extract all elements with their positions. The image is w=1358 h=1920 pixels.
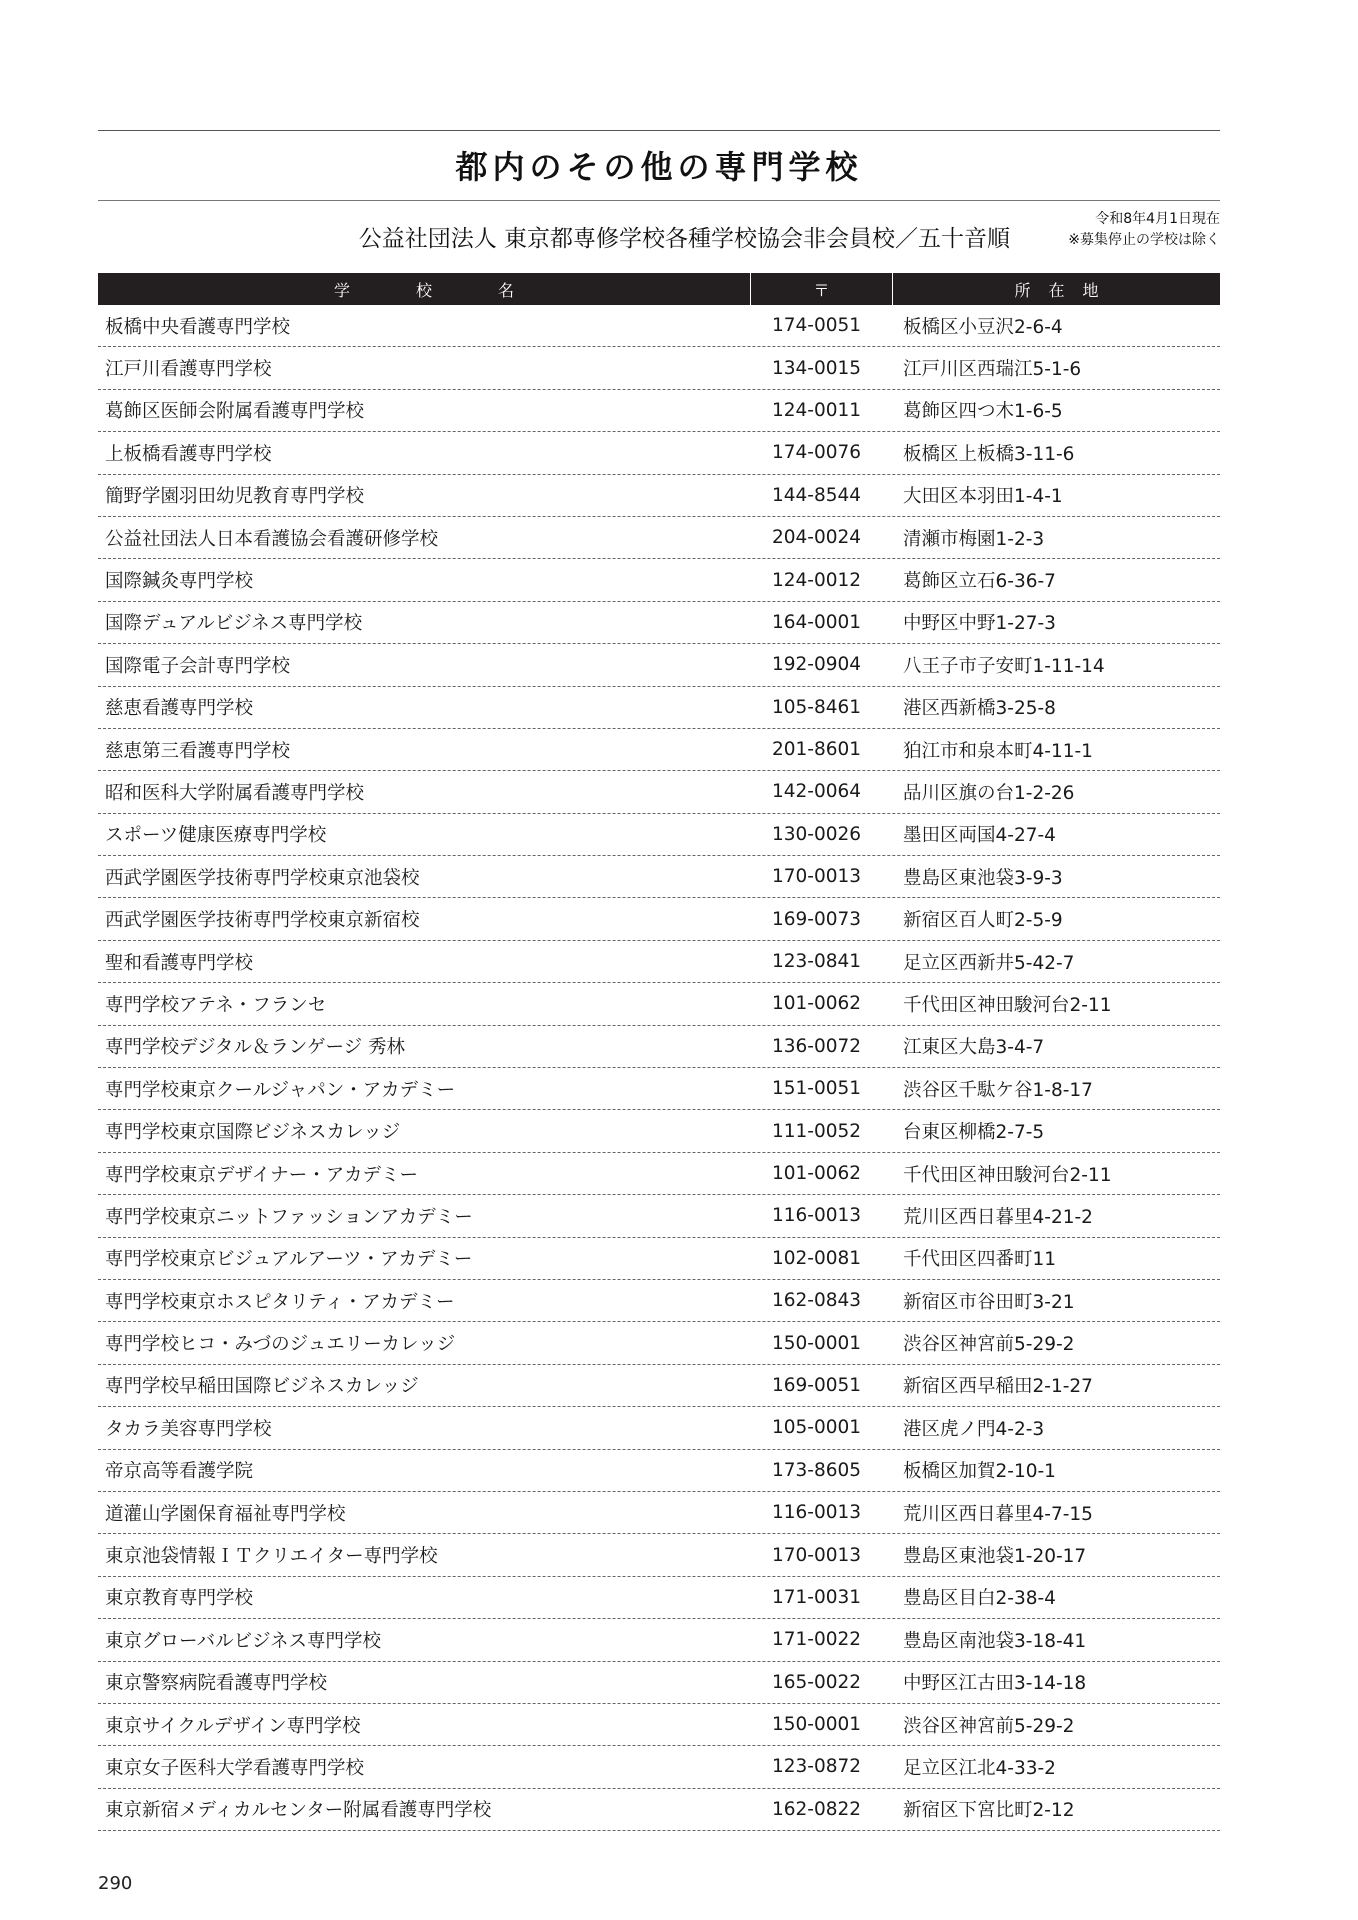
address-cell: 葛飾区立石6-36-7 <box>903 571 1056 593</box>
table-row <box>98 1534 1220 1576</box>
table-row <box>98 1280 1220 1322</box>
postal-code-cell: 142-0064 <box>772 781 862 803</box>
postal-code-cell: 173-8605 <box>772 1459 862 1481</box>
school-table <box>98 273 1220 1831</box>
address-cell: 港区西新橋3-25-8 <box>903 698 1056 720</box>
as-of-note <box>1068 209 1220 251</box>
postal-code-cell: 150-0001 <box>772 1714 862 1736</box>
column-header-address: 所在地 <box>1014 280 1117 300</box>
school-name-cell: 簡野学園羽田幼児教育専門学校 <box>105 486 365 508</box>
address-cell: 渋谷区神宮前5-29-2 <box>903 1334 1075 1356</box>
table-row <box>98 814 1220 856</box>
address-cell: 豊島区南池袋3-18-41 <box>903 1630 1087 1652</box>
school-name-cell: 専門学校東京デザイナー・アカデミー <box>105 1164 419 1186</box>
school-name-cell: 専門学校ヒコ・みづのジュエリーカレッジ <box>105 1334 456 1356</box>
table-row <box>98 1365 1220 1407</box>
school-name-cell: 葛飾区医師会附属看護専門学校 <box>105 401 365 423</box>
school-name-cell: 東京警察病院看護専門学校 <box>105 1673 328 1695</box>
postal-code-cell: 124-0011 <box>772 399 862 421</box>
school-name-cell: 東京女子医科大学看護専門学校 <box>105 1757 365 1779</box>
as-of-date: 令和8年4月1日現在 <box>1095 211 1220 227</box>
school-name-cell: タカラ美容専門学校 <box>105 1418 272 1440</box>
table-row <box>98 898 1220 940</box>
address-cell: 豊島区東池袋3-9-3 <box>903 867 1063 889</box>
postal-code-cell: 123-0841 <box>772 951 862 973</box>
address-cell: 狛江市和泉本町4-11-1 <box>903 740 1093 762</box>
address-cell: 千代田区神田駿河台2-11 <box>903 994 1112 1016</box>
address-cell: 中野区中野1-27-3 <box>903 613 1056 635</box>
postal-code-cell: 164-0001 <box>772 611 862 633</box>
table-row <box>98 1068 1220 1110</box>
postal-code-cell: 192-0904 <box>772 654 862 676</box>
postal-code-cell: 174-0076 <box>772 442 862 464</box>
postal-code-cell: 136-0072 <box>772 1035 862 1057</box>
postal-code-cell: 105-0001 <box>772 1417 862 1439</box>
school-name-cell: 専門学校東京ビジュアルアーツ・アカデミー <box>105 1249 473 1271</box>
address-cell: 中野区江古田3-14-18 <box>903 1673 1087 1695</box>
postal-code-cell: 170-0013 <box>772 1544 862 1566</box>
address-cell: 渋谷区千駄ケ谷1-8-17 <box>903 1079 1093 1101</box>
postal-code-cell: 134-0015 <box>772 357 862 379</box>
address-cell: 台東区柳橋2-7-5 <box>903 1122 1045 1144</box>
school-name-cell: 東京教育専門学校 <box>105 1588 254 1610</box>
school-name-cell: 東京グローバルビジネス専門学校 <box>105 1630 382 1652</box>
address-cell: 板橋区小豆沢2-6-4 <box>903 316 1063 338</box>
address-cell: 足立区西新井5-42-7 <box>903 952 1075 974</box>
title-rule <box>98 200 1220 201</box>
school-name-cell: 国際電子会計専門学校 <box>105 655 291 677</box>
address-cell: 千代田区四番町11 <box>903 1249 1057 1271</box>
school-name-cell: 帝京高等看護学院 <box>105 1461 254 1483</box>
address-cell: 豊島区目白2-38-4 <box>903 1588 1056 1610</box>
school-name-cell: 専門学校東京ニットファッションアカデミー <box>105 1206 473 1228</box>
address-cell: 港区虎ノ門4-2-3 <box>903 1418 1045 1440</box>
school-name-cell: 板橋中央看護専門学校 <box>105 316 291 338</box>
table-header <box>98 273 1220 305</box>
table-row <box>98 390 1220 432</box>
address-cell: 品川区旗の台1-2-26 <box>903 782 1075 804</box>
table-row <box>98 1238 1220 1280</box>
table-row <box>98 856 1220 898</box>
postal-code-cell: 151-0051 <box>772 1078 862 1100</box>
school-name-cell: 公益社団法人日本看護協会看護研修学校 <box>105 528 439 550</box>
address-cell: 荒川区西日暮里4-21-2 <box>903 1206 1093 1228</box>
address-cell: 新宿区百人町2-5-9 <box>903 910 1063 932</box>
page-subtitle: 公益社団法人 東京都専修学校各種学校協会非会員校／五十音順 <box>358 226 1010 252</box>
school-name-cell: 昭和医科大学附属看護専門学校 <box>105 782 365 804</box>
postal-code-cell: 174-0051 <box>772 315 862 337</box>
address-cell: 足立区江北4-33-2 <box>903 1757 1056 1779</box>
address-cell: 板橋区上板橋3-11-6 <box>903 443 1075 465</box>
top-rule <box>98 130 1220 131</box>
table-row <box>98 687 1220 729</box>
postal-code-cell: 102-0081 <box>772 1247 862 1269</box>
postal-code-cell: 150-0001 <box>772 1332 862 1354</box>
school-name-cell: 慈恵看護専門学校 <box>105 698 254 720</box>
postal-code-cell: 116-0013 <box>772 1205 862 1227</box>
postal-code-cell: 101-0062 <box>772 993 862 1015</box>
address-cell: 葛飾区四つ木1-6-5 <box>903 401 1063 423</box>
table-row <box>98 729 1220 771</box>
table-row <box>98 559 1220 601</box>
address-cell: 千代田区神田駿河台2-11 <box>903 1164 1112 1186</box>
school-name-cell: 上板橋看護専門学校 <box>105 443 272 465</box>
table-row <box>98 1026 1220 1068</box>
postal-code-cell: 204-0024 <box>772 527 862 549</box>
column-header-zip: 〒 <box>750 273 893 305</box>
address-cell: 八王子市子安町1-11-14 <box>903 655 1105 677</box>
postal-code-cell: 171-0031 <box>772 1586 862 1608</box>
table-row <box>98 1450 1220 1492</box>
school-name-cell: 国際デュアルビジネス専門学校 <box>105 613 363 635</box>
table-row <box>98 517 1220 559</box>
postal-code-cell: 169-0073 <box>772 908 862 930</box>
school-name-cell: 専門学校早稲田国際ビジネスカレッジ <box>105 1376 419 1398</box>
table-row <box>98 771 1220 813</box>
address-cell: 大田区本羽田1-4-1 <box>903 486 1063 508</box>
postal-code-cell: 111-0052 <box>772 1120 862 1142</box>
school-name-cell: 東京池袋情報ＩＴクリエイター専門学校 <box>105 1546 438 1568</box>
school-name-cell: 専門学校東京クールジャパン・アカデミー <box>105 1079 456 1101</box>
school-name-cell: 西武学園医学技術専門学校東京新宿校 <box>105 910 420 932</box>
address-cell: 新宿区西早稲田2-1-27 <box>903 1376 1093 1398</box>
table-row <box>98 1195 1220 1237</box>
table-row <box>98 1153 1220 1195</box>
postal-code-cell: 101-0062 <box>772 1163 862 1184</box>
postal-code-cell: 201-8601 <box>772 739 862 761</box>
table-row <box>98 1492 1220 1534</box>
address-cell: 清瀬市梅園1-2-3 <box>903 528 1045 550</box>
table-row <box>98 1407 1220 1449</box>
postal-code-cell: 162-0822 <box>772 1798 862 1820</box>
school-name-cell: 専門学校デジタル＆ランゲージ 秀林 <box>105 1037 406 1059</box>
address-cell: 新宿区下宮比町2-12 <box>903 1800 1075 1822</box>
school-name-cell: 慈恵第三看護専門学校 <box>105 740 291 762</box>
school-name-cell: 東京サイクルデザイン専門学校 <box>105 1715 361 1737</box>
school-name-cell: 国際鍼灸専門学校 <box>105 571 254 593</box>
table-row <box>98 1662 1220 1704</box>
exclusion-note: ※募集停止の学校は除く <box>1068 232 1220 248</box>
school-name-cell: 専門学校アテネ・フランセ <box>105 994 327 1016</box>
table-row <box>98 1322 1220 1364</box>
postal-code-cell: 169-0051 <box>772 1374 862 1396</box>
address-cell: 豊島区東池袋1-20-17 <box>903 1546 1087 1568</box>
table-row <box>98 644 1220 686</box>
table-row <box>98 1577 1220 1619</box>
address-cell: 江東区大島3-4-7 <box>903 1037 1045 1059</box>
school-name-cell: スポーツ健康医療専門学校 <box>105 825 327 847</box>
postal-code-cell: 162-0843 <box>772 1290 862 1312</box>
postal-code-cell: 130-0026 <box>772 823 862 845</box>
school-name-cell: 江戸川看護専門学校 <box>105 359 272 381</box>
column-header-name: 学校名 <box>333 280 580 300</box>
table-row <box>98 305 1220 347</box>
school-name-cell: 専門学校東京ホスピタリティ・アカデミー <box>105 1291 455 1313</box>
school-name-cell: 専門学校東京国際ビジネスカレッジ <box>105 1122 401 1144</box>
table-row <box>98 941 1220 983</box>
table-row <box>98 1746 1220 1788</box>
postal-code-cell: 105-8461 <box>772 696 862 718</box>
table-row <box>98 983 1220 1025</box>
school-name-cell: 西武学園医学技術専門学校東京池袋校 <box>105 867 420 889</box>
table-row <box>98 1110 1220 1152</box>
school-name-cell: 東京新宿メディカルセンター附属看護専門学校 <box>105 1800 492 1822</box>
postal-code-cell: 144-8544 <box>772 484 862 506</box>
address-cell: 渋谷区神宮前5-29-2 <box>903 1715 1075 1737</box>
postal-code-cell: 165-0022 <box>772 1671 862 1693</box>
postal-code-cell: 124-0012 <box>772 569 862 591</box>
table-row <box>98 1789 1220 1831</box>
address-cell: 荒川区西日暮里4-7-15 <box>903 1503 1093 1525</box>
table-row <box>98 1619 1220 1661</box>
table-row <box>98 602 1220 644</box>
postal-code-cell: 171-0022 <box>772 1629 862 1651</box>
address-cell: 新宿区市谷田町3-21 <box>903 1291 1075 1313</box>
address-cell: 墨田区両国4-27-4 <box>903 825 1056 847</box>
postal-code-cell: 170-0013 <box>772 866 862 888</box>
address-cell: 江戸川区西瑞江5-1-6 <box>903 359 1082 381</box>
table-row <box>98 475 1220 517</box>
table-row <box>98 432 1220 474</box>
page-number: 290 <box>98 1873 133 1894</box>
school-name-cell: 道灌山学園保育福祉専門学校 <box>105 1503 346 1525</box>
school-name-cell: 聖和看護専門学校 <box>105 952 254 974</box>
address-cell: 板橋区加賀2-10-1 <box>903 1461 1056 1483</box>
page-title: 都内のその他の専門学校 <box>455 148 863 186</box>
table-body <box>98 305 1220 1831</box>
postal-code-cell: 116-0013 <box>772 1502 862 1524</box>
postal-code-cell: 123-0872 <box>772 1756 862 1778</box>
table-row <box>98 1704 1220 1746</box>
table-row <box>98 347 1220 389</box>
